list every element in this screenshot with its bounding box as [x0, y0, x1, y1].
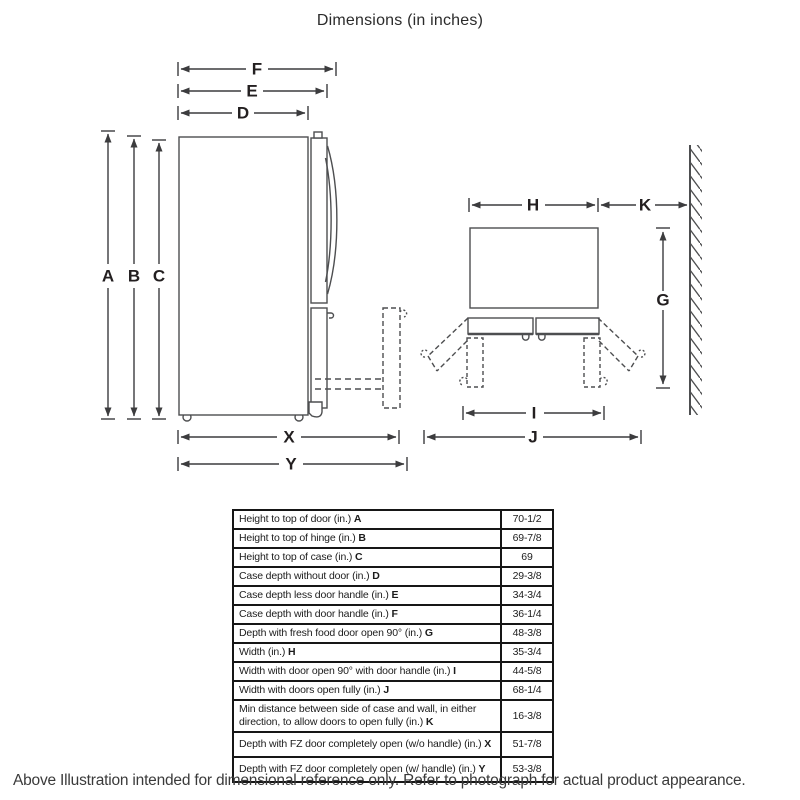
- dim-description: Width (in.) H: [233, 643, 501, 662]
- table-row: [233, 624, 553, 643]
- dimensions-table: [232, 509, 554, 783]
- dim-description: Height to top of case (in.) C: [233, 548, 501, 567]
- dim-description: Case depth less door handle (in.) E: [233, 586, 501, 605]
- table-row: [233, 605, 553, 624]
- freezer-open-handle-curl: [400, 310, 407, 317]
- fridge-top-view: [421, 145, 702, 415]
- table-row: [233, 643, 553, 662]
- dim-label-k: K: [638, 195, 652, 215]
- dim-description: Min distance between side of case and wall, in either direction, to allow doors to open fully (in.) K: [233, 700, 501, 732]
- right-door-closed: [536, 318, 599, 334]
- fridge-side-view: [179, 132, 407, 421]
- dim-description: Height to top of door (in.) A: [233, 510, 501, 529]
- table-row: [233, 567, 553, 586]
- dim-value: 29-3/8: [501, 567, 553, 586]
- table-row: [233, 662, 553, 681]
- left-door-open-full-dashed: [421, 318, 468, 371]
- dim-label-c: C: [152, 266, 166, 286]
- dim-value: 51-7/8: [501, 732, 553, 757]
- freezer-door: [311, 308, 327, 408]
- table-row: [233, 548, 553, 567]
- dim-description: Depth with fresh food door open 90° (in.) G: [233, 624, 501, 643]
- dim-description: Case depth with door handle (in.) F: [233, 605, 501, 624]
- dim-label-a: A: [101, 266, 115, 286]
- table-row: [233, 681, 553, 700]
- dim-label-x: X: [283, 427, 295, 447]
- right-door-open-90-dashed: [584, 338, 600, 387]
- case-top-outline: [470, 228, 598, 308]
- dim-description: Width with doors open fully (in.) J: [233, 681, 501, 700]
- freezer-door-foot: [309, 402, 322, 417]
- dim-label-y: Y: [285, 454, 297, 474]
- left-full-handle-curl: [421, 350, 427, 357]
- dim-description: Depth with FZ door completely open (w/ handle) (in.) Y: [233, 757, 501, 782]
- right-door-open-full-dashed: [598, 318, 645, 371]
- dim-value: 68-1/4: [501, 681, 553, 700]
- left-door-closed: [468, 318, 533, 334]
- freezer-handle-hook: [327, 313, 334, 318]
- table-row: [233, 529, 553, 548]
- table-row: [233, 700, 553, 732]
- table-row: [233, 510, 553, 529]
- dim-label-e: E: [246, 81, 258, 101]
- freezer-door-open-dashed: [383, 308, 400, 408]
- right-90-handle-curl: [600, 377, 607, 385]
- wall-hatching: [691, 145, 702, 415]
- right-full-handle-curl: [639, 350, 645, 357]
- dim-label-h: H: [526, 195, 540, 215]
- dim-description: Width with door open 90° with door handle (in.) I: [233, 662, 501, 681]
- case-outline: [179, 137, 308, 415]
- dim-label-f: F: [251, 59, 263, 79]
- dim-description: Height to top of hinge (in.) B: [233, 529, 501, 548]
- dim-label-b: B: [127, 266, 141, 286]
- dim-value: 70-1/2: [501, 510, 553, 529]
- dim-value: 53-3/8: [501, 757, 553, 782]
- dim-value: 36-1/4: [501, 605, 553, 624]
- dim-value: 35-3/4: [501, 643, 553, 662]
- dim-description: Depth with FZ door completely open (w/o handle) (in.) X: [233, 732, 501, 757]
- dim-value: 16-3/8: [501, 700, 553, 732]
- left-90-handle-curl: [460, 377, 467, 385]
- dim-label-i: I: [531, 403, 537, 423]
- dim-label-d: D: [236, 103, 250, 123]
- top-hinge: [314, 132, 322, 138]
- page-title: Dimensions (in inches): [316, 12, 484, 29]
- dim-value: 34-3/4: [501, 586, 553, 605]
- dim-value: 69-7/8: [501, 529, 553, 548]
- left-door-open-90-dashed: [467, 338, 483, 387]
- dim-label-g: G: [656, 290, 670, 310]
- table-row: [233, 586, 553, 605]
- dim-value: 48-3/8: [501, 624, 553, 643]
- table-row: [233, 732, 553, 757]
- door-handle-outer: [328, 146, 337, 294]
- dim-description: Case depth without door (in.) D: [233, 567, 501, 586]
- dim-value: 44-5/8: [501, 662, 553, 681]
- dim-value: 69: [501, 548, 553, 567]
- fresh-food-door: [311, 138, 327, 303]
- disclaimer-text: Above Illustration intended for dimensional reference only. Refer to photograph for actual product appearance.: [13, 772, 746, 789]
- dim-label-j: J: [528, 427, 538, 447]
